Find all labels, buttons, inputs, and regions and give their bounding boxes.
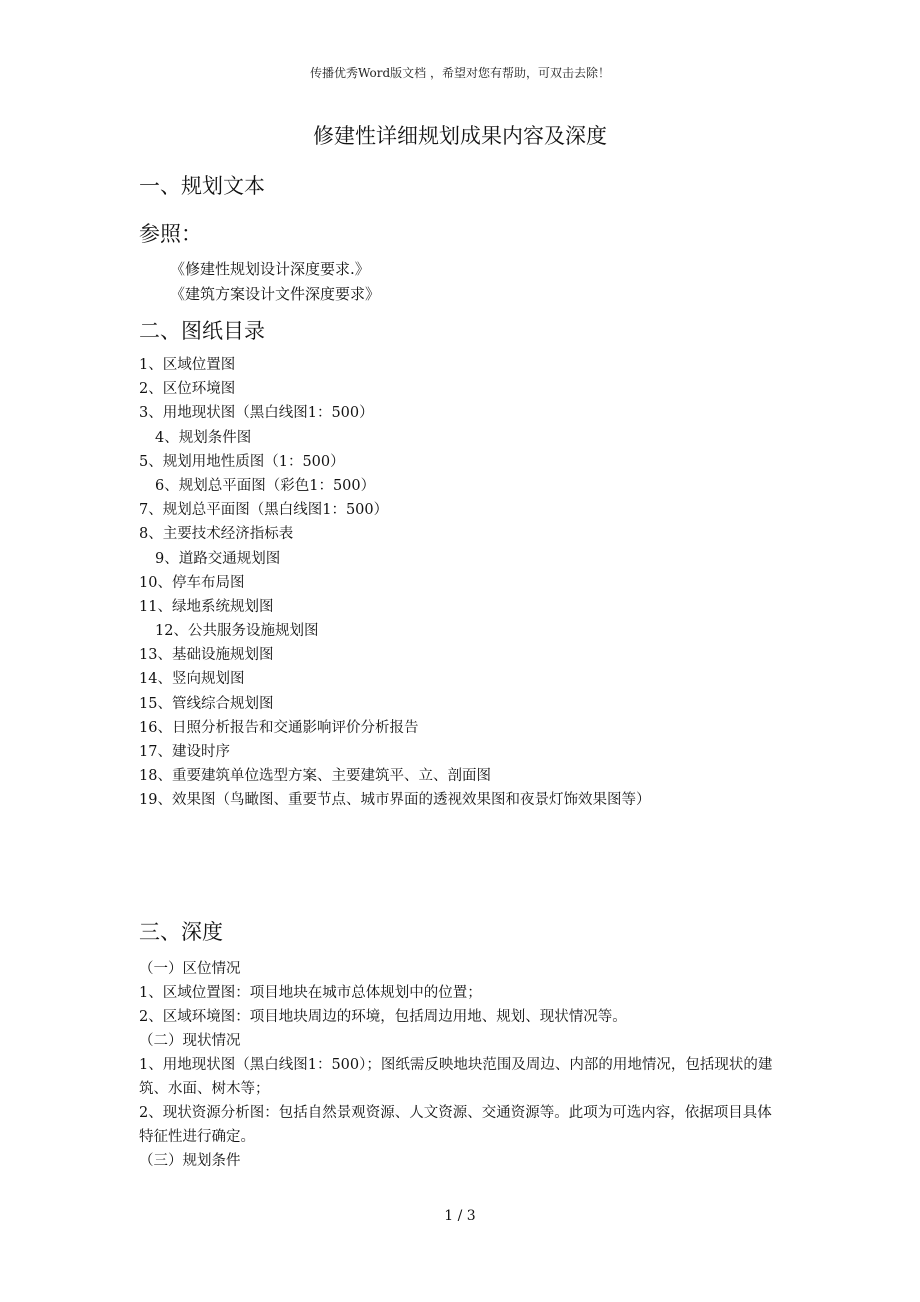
drawing-list <box>139 353 799 813</box>
list-item: 15、管线综合规划图 <box>139 695 274 712</box>
list-item: 10、停车布局图 <box>139 574 245 591</box>
list-item: 1、区域位置图 <box>139 357 236 373</box>
list-item: 17、建设时序 <box>139 744 230 760</box>
list-item: 18、重要建筑单位选型方案、主要建筑平、立、剖面图 <box>139 768 491 785</box>
document-header-note: 传播优秀Word版文档 ，希望对您有帮助，可双击去除！ <box>310 66 610 80</box>
paragraph: 1、用地现状图（黑白线图1：500）；图纸需反映地块范围及周边、内部的用地情况，包括现状的建筑、水面、树木等； <box>139 1057 773 1097</box>
list-item: 4、规划条件图 <box>155 429 252 446</box>
paragraph: 2、区域环境图：项目地块周边的环境，包括周边用地、规划、现状情况等。 <box>139 1009 627 1025</box>
list-item: 6、规划总平面图（彩色1：500） <box>155 477 376 494</box>
subsection-heading: （三）规划条件 <box>139 1153 241 1169</box>
section-heading-drawing-list: 二、图纸目录 <box>139 319 265 343</box>
section-heading-planning-text: 一、规划文本 <box>139 174 265 198</box>
list-item: 3、用地现状图（黑白线图1：500） <box>139 405 374 422</box>
list-item: 12、公共服务设施规划图 <box>155 623 319 640</box>
list-item: 8、主要技术经济指标表 <box>139 526 294 543</box>
list-item: 9、道路交通规划图 <box>155 550 281 567</box>
list-item: 2、区位环境图 <box>139 381 236 398</box>
paragraph: 1、区域位置图：项目地块在城市总体规划中的位置； <box>139 985 482 1001</box>
document-title: 修建性详细规划成果内容及深度 <box>313 124 607 148</box>
section-heading-depth: 三、深度 <box>139 920 223 944</box>
list-item: 11、绿地系统规划图 <box>139 598 274 615</box>
list-item: 16、日照分析报告和交通影响评价分析报告 <box>139 719 419 736</box>
paragraph: 2、现状资源分析图：包括自然景观资源、人文资源、交通资源等。此项为可选内容，依据项目具体特征性进行确定。 <box>139 1105 772 1145</box>
list-item: 13、基础设施规划图 <box>139 647 274 664</box>
subsection-heading: （一）区位情况 <box>139 961 241 977</box>
page-number: 1 / 3 <box>444 1208 476 1224</box>
reference-item: 《修建性规划设计深度要求.》 <box>170 260 370 278</box>
reference-item: 《建筑方案设计文件深度要求》 <box>170 285 381 303</box>
list-item: 5、规划用地性质图（1：500） <box>139 453 345 470</box>
list-item: 7、规划总平面图（黑白线图1：500） <box>139 502 389 519</box>
depth-content <box>139 957 785 1173</box>
list-item: 19、效果图（鸟瞰图、重要节点、城市界面的透视效果图和夜景灯饰效果图等） <box>139 792 651 809</box>
reference-heading: 参照： <box>139 222 202 246</box>
list-item: 14、竖向规划图 <box>139 671 245 688</box>
subsection-heading: （二）现状情况 <box>139 1033 241 1049</box>
